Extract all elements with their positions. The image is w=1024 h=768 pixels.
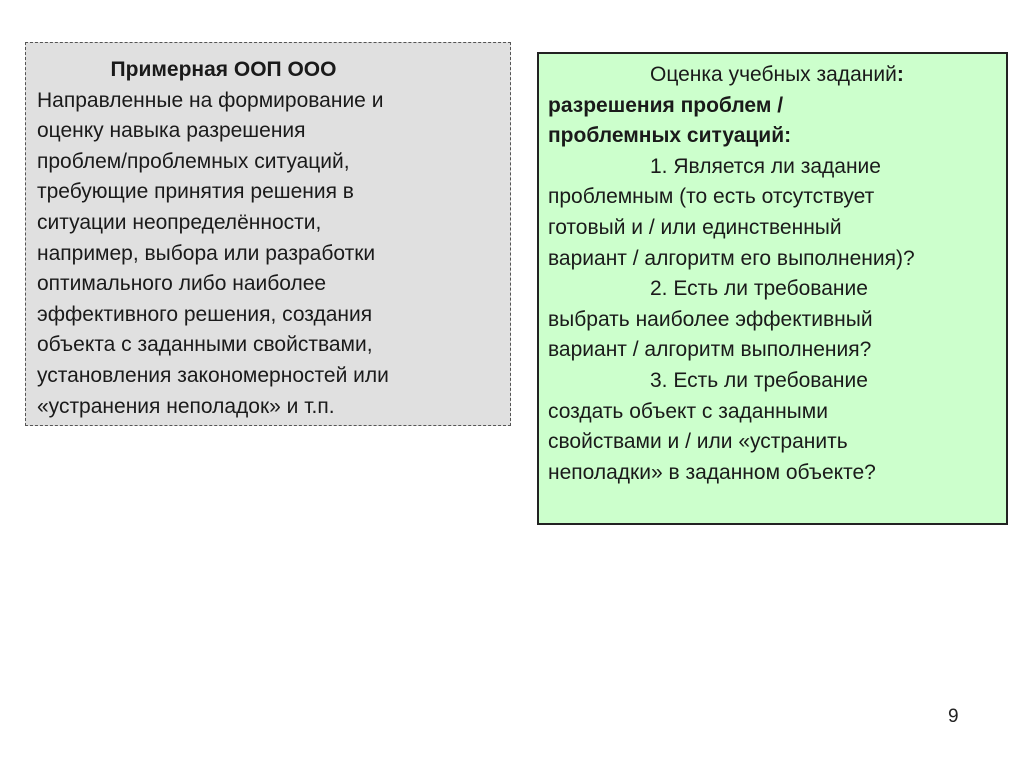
sample-program-description: Направленные на формирование и оценку навыка разрешения проблем/проблемных ситуаций, требующие принятия решения в ситуации неопределённости, например, выбора или разработки оптимального либо наиболее эффективного решения, создания объекта с заданными свойствами, установления закономерностей или «устранения неполадок» и т.п. (37, 88, 389, 418)
question-3-lead: 3. Есть ли требование (650, 368, 868, 392)
evaluation-heading (548, 60, 1006, 91)
question-1-text: проблемным (то есть отсутствует готовый и / или единственный вариант / алгоритм его выполнения)? (548, 185, 915, 270)
evaluation-subheading: разрешения проблем / проблемных ситуаций: (548, 93, 792, 148)
task-evaluation-panel (537, 52, 1008, 525)
question-2-lead: 2. Есть ли требование (650, 277, 868, 301)
evaluation-heading-colon: : (896, 63, 904, 86)
evaluation-heading-text: Оценка учебных заданий (650, 63, 897, 86)
question-1-lead: 1. Является ли задание (650, 154, 881, 178)
question-3-text: создать объект с заданными свойствами и / или «устранить неполадки» в заданном объекте? (548, 399, 876, 484)
page-number: 9 (948, 706, 959, 727)
question-2-text: выбрать наиболее эффективный вариант / алгоритм выполнения? (548, 307, 873, 362)
sample-program-panel (25, 42, 511, 426)
sample-program-title: Примерная ООП ООО (110, 58, 337, 81)
